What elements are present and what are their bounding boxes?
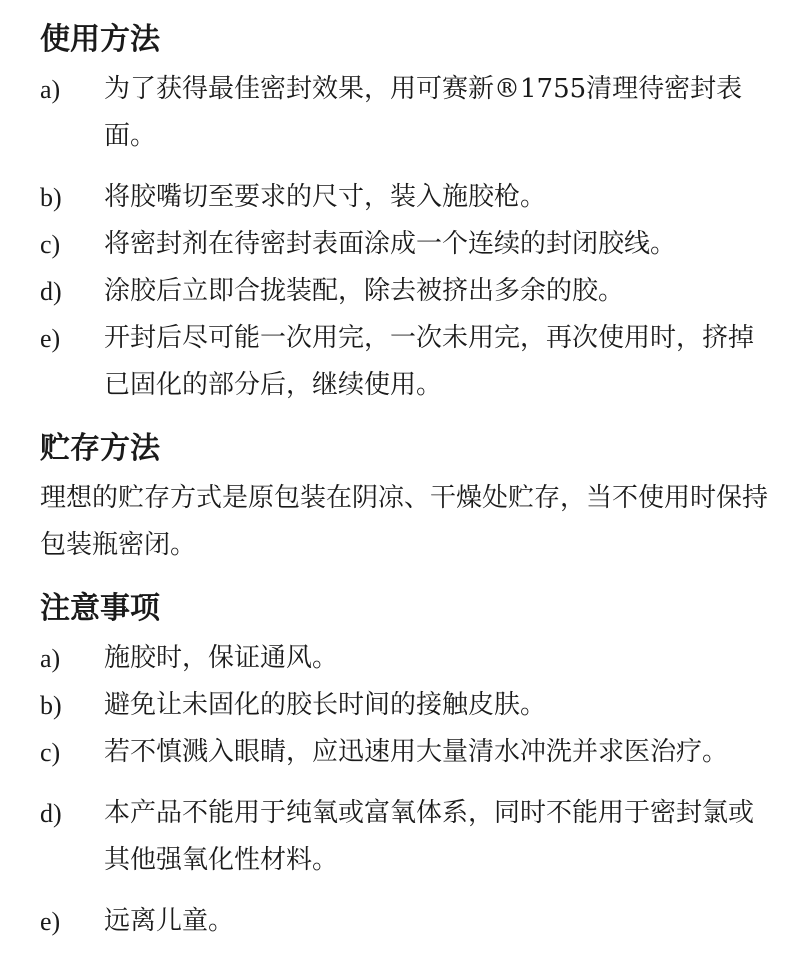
storage-section	[40, 423, 772, 569]
usage-item-c	[40, 221, 772, 268]
precautions-section	[40, 583, 772, 945]
section-spacer	[40, 409, 772, 423]
section-spacer	[40, 569, 772, 583]
precautions-item-b-marker: b)	[40, 691, 62, 720]
precautions-item-b-text: 避免让未固化的胶长时间的接触皮肤。	[104, 690, 547, 720]
usage-item-b-marker: b)	[40, 183, 62, 212]
usage-item-c-text: 将密封剂在待密封表面涂成一个连续的封闭胶线。	[104, 229, 677, 259]
precautions-item-a	[40, 635, 772, 682]
usage-section	[40, 14, 772, 409]
usage-item-c-marker: c)	[40, 230, 61, 259]
precautions-item-b	[40, 682, 772, 729]
usage-item-e	[40, 315, 772, 409]
usage-heading: 使用方法	[40, 22, 160, 57]
precautions-item-c	[40, 729, 772, 776]
precautions-item-c-text: 若不慎溅入眼睛，应迅速用大量清水冲洗并求医治疗。	[104, 737, 729, 767]
usage-item-e-marker: e)	[40, 324, 61, 353]
storage-heading: 贮存方法	[40, 431, 160, 466]
precautions-item-e-text: 远离儿童。	[104, 906, 235, 936]
precautions-item-c-marker: c)	[40, 738, 61, 767]
usage-item-d-text: 涂胶后立即合拢装配，除去被挤出多余的胶。	[104, 276, 625, 306]
precautions-heading: 注意事项	[40, 591, 160, 626]
usage-item-d-marker: d)	[40, 277, 62, 306]
usage-item-a-marker: a)	[40, 75, 61, 104]
precautions-item-e-marker: e)	[40, 907, 61, 936]
precautions-item-a-text: 施胶时，保证通风。	[104, 643, 339, 673]
precautions-item-d-text: 本产品不能用于纯氧或富氧体系，同时不能用于密封氯或其他强氧化性材料。	[104, 798, 755, 875]
precautions-item-a-marker: a)	[40, 644, 61, 673]
precautions-item-e	[40, 898, 772, 945]
usage-item-b-text: 将胶嘴切至要求的尺寸，装入施胶枪。	[104, 182, 547, 212]
storage-text: 理想的贮存方式是原包装在阴凉、干燥处贮存，当不使用时保持包装瓶密闭。	[40, 483, 769, 560]
usage-item-e-text: 开封后尽可能一次用完，一次未用完，再次使用时，挤掉已固化的部分后，继续使用。	[104, 323, 755, 400]
usage-item-a-text: 为了获得最佳密封效果，用可赛新®1755清理待密封表面。	[104, 74, 743, 151]
usage-item-a	[40, 66, 772, 160]
precautions-item-d-marker: d)	[40, 799, 62, 828]
usage-item-d	[40, 268, 772, 315]
precautions-item-d	[40, 790, 772, 884]
usage-item-b	[40, 174, 772, 221]
